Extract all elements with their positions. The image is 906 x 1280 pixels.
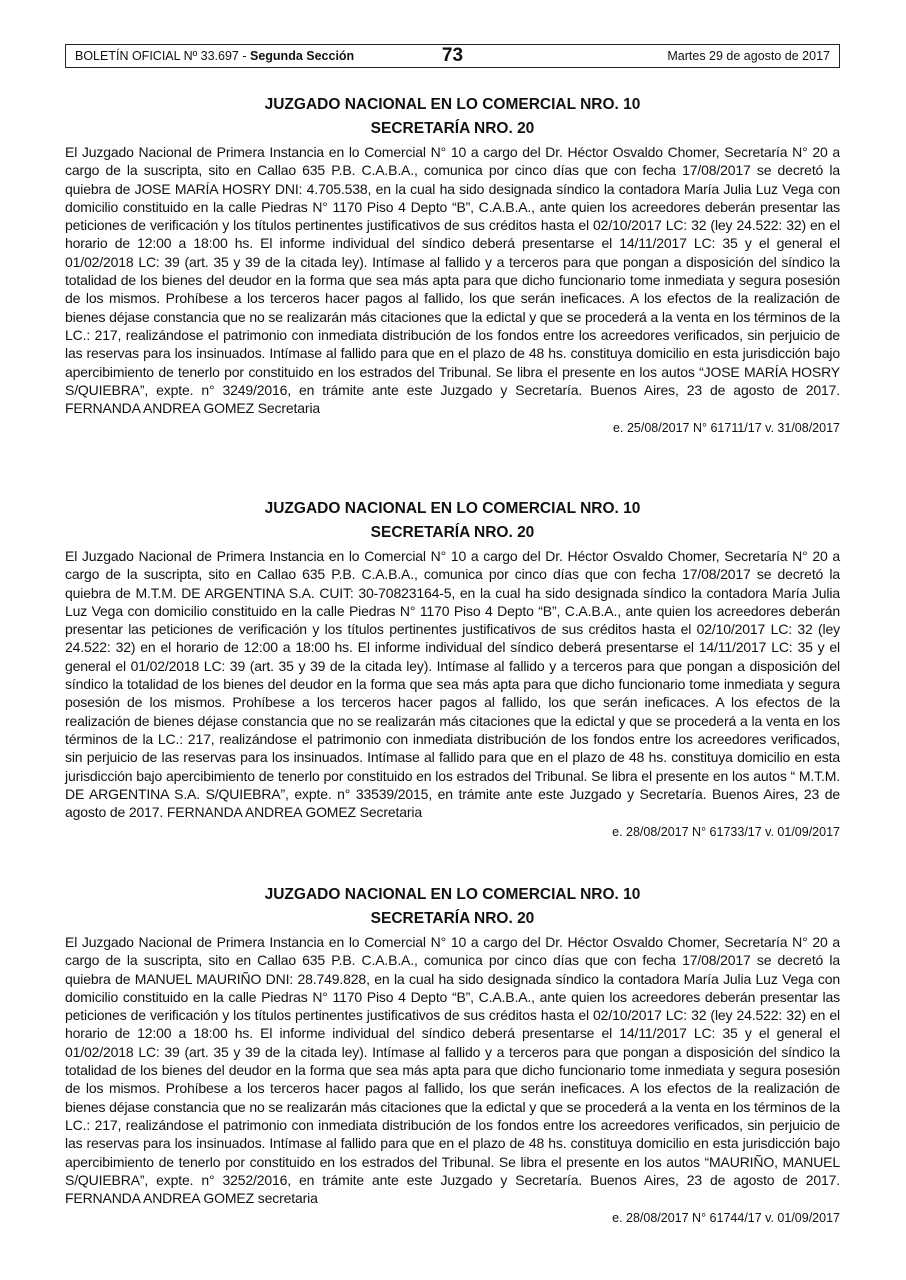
notice-body: El Juzgado Nacional de Primera Instancia en lo Comercial N° 10 a cargo del Dr. Héctor Osvaldo Chomer, Secretaría N° 20 a cargo de la suscripta, sito en Callao 635 P.B. C.A.B.A., comunica por cinco días que con fecha 17/08/2017 se decretó la quiebra de M.T.M. DE ARGENTINA S.A. CUIT: 30-70823164-5, en la cual ha sido designada síndico la contadora María Julia Luz Vega con domicilio constituido en la calle Piedras N° 1170 Piso 4 Depto “B”, C.A.B.A., ante quien los acreedores deberán presentar las peticiones de verificación y los títulos pertinentes justificativos de sus créditos hasta el 02/10/2017 LC: 32 (ley 24.522: 32) en el horario de 12:00 a 18:00 hs. El informe individual del síndico deberá presentarse el 14/11/2017 LC: 35 y el general el 01/02/2018 LC: 39 (art. 35 y 39 de la citada ley). Intímase al fallido y a terceros para que pongan a disposición del síndico la totalidad de los bienes del deudor en la forma que sea más apta para que dicho funcionario tome inmediata y segura posesión de los mismos. Prohíbese a los terceros hacer pagos al fallido, los que serán ineficaces. A los efectos de la realización de bienes déjase constancia que no se realizarán más citaciones que la edictal y que se procederá a la venta en los términos de la LC.: 217, realizándose el patrimonio con inmediata distribución de los fondos entre los acreedores verificados, sin perjuicio de las reservas para los insinuados. Intímase al fallido para que en el plazo de 48 hs. constituya domicilio en esta jurisdicción bajo apercibimiento de tenerlo por constituido en los estrados del Tribunal. Se libra el presente en los autos “ M.T.M. DE ARGENTINA S.A. S/QUIEBRA”, expte. n° 33539/2015, en trámite ante este Juzgado y Secretaría. Buenos Aires, 23 de agosto de 2017. FERNANDA ANDREA GOMEZ Secretaria [65, 548, 840, 821]
section-name: Segunda Sección [250, 49, 355, 63]
publication-date: Martes 29 de agosto de 2017 [667, 49, 830, 63]
notice-3 [65, 885, 840, 1226]
notice-reference: e. 28/08/2017 N° 61744/17 v. 01/09/2017 [612, 1211, 840, 1226]
publication-name: BOLETÍN OFICIAL Nº 33.697 - [75, 49, 250, 63]
court-heading: JUZGADO NACIONAL EN LO COMERCIAL NRO. 10 [264, 886, 641, 903]
notice-reference: e. 28/08/2017 N° 61733/17 v. 01/09/2017 [612, 825, 840, 840]
notice-1 [65, 95, 840, 436]
page-header [65, 44, 840, 68]
notice-2 [65, 499, 840, 840]
page-number: 73 [441, 45, 464, 66]
secretary-heading: SECRETARÍA NRO. 20 [370, 120, 535, 137]
notice-reference: e. 25/08/2017 N° 61711/17 v. 31/08/2017 [613, 421, 840, 436]
secretary-heading: SECRETARÍA NRO. 20 [370, 910, 535, 927]
secretary-heading: SECRETARÍA NRO. 20 [370, 524, 535, 541]
notice-body: El Juzgado Nacional de Primera Instancia en lo Comercial N° 10 a cargo del Dr. Héctor Osvaldo Chomer, Secretaría N° 20 a cargo de la suscripta, sito en Callao 635 P.B. C.A.B.A., comunica por cinco días que con fecha 17/08/2017 se decretó la quiebra de MANUEL MAURIÑO DNI: 28.749.828, en la cual ha sido designada síndico la contadora María Julia Luz Vega con domicilio constituido en la calle Piedras N° 1170 Piso 4 Depto “B”, C.A.B.A., ante quien los acreedores deberán presentar las peticiones de verificación y los títulos pertinentes justificativos de sus créditos hasta el 02/10/2017 LC: 32 (ley 24.522: 32) en el horario de 12:00 a 18:00 hs. El informe individual del síndico deberá presentarse el 14/11/2017 LC: 35 y el general el 01/02/2018 LC: 39 (art. 35 y 39 de la citada ley). Intímase al fallido y a terceros para que pongan a disposición del síndico la totalidad de los bienes del deudor en la forma que sea más apta para que dicho funcionario tome inmediata y segura posesión de los mismos. Prohíbese a los terceros hacer pagos al fallido, los que serán ineficaces. A los efectos de la realización de bienes déjase constancia que no se realizarán más citaciones que la edictal y que se procederá a la venta en los términos de la LC.: 217, realizándose el patrimonio con inmediata distribución de los fondos entre los acreedores verificados, sin perjuicio de las reservas para los insinuados. Intímase al fallido para que en el plazo de 48 hs. constituya domicilio en esta jurisdicción bajo apercibimiento de tenerlo por constituido en los estrados del Tribunal. Se libra el presente en los autos “MAURIÑO, MANUEL S/QUIEBRA”, expte. n° 3252/2016, en trámite ante este Juzgado y Secretaría. Buenos Aires, 23 de agosto de 2017. FERNANDA ANDREA GOMEZ secretaria [65, 934, 840, 1207]
court-heading: JUZGADO NACIONAL EN LO COMERCIAL NRO. 10 [264, 500, 641, 517]
notice-body: El Juzgado Nacional de Primera Instancia en lo Comercial N° 10 a cargo del Dr. Héctor Osvaldo Chomer, Secretaría N° 20 a cargo de la suscripta, sito en Callao 635 P.B. C.A.B.A., comunica por cinco días que con fecha 17/08/2017 se decretó la quiebra de JOSE MARÍA HOSRY DNI: 4.705.538, en la cual ha sido designada síndico la contadora María Julia Luz Vega con domicilio constituido en la calle Piedras N° 1170 Piso 4 Depto “B”, C.A.B.A., ante quien los acreedores deberán presentar las peticiones de verificación y los títulos pertinentes justificativos de sus créditos hasta el 02/10/2017 LC: 32 (ley 24.522: 32) en el horario de 12:00 a 18:00 hs. El informe individual del síndico deberá presentarse el 14/11/2017 LC: 35 y el general el 01/02/2018 LC: 39 (art. 35 y 39 de la citada ley). Intímase al fallido y a terceros para que pongan a disposición del síndico la totalidad de los bienes del deudor en la forma que sea más apta para que dicho funcionario tome inmediata y segura posesión de los mismos. Prohíbese a los terceros hacer pagos al fallido, los que serán ineficaces. A los efectos de la realización de bienes déjase constancia que no se realizarán más citaciones que la edictal y que se procederá a la venta en los términos de la LC.: 217, realizándose el patrimonio con inmediata distribución de los fondos entre los acreedores verificados, sin perjuicio de las reservas para los insinuados. Intímase al fallido para que en el plazo de 48 hs. constituya domicilio en esta jurisdicción bajo apercibimiento de tenerlo por constituido en los estrados del Tribunal. Se libra el presente en los autos “JOSE MARÍA HOSRY S/QUIEBRA”, expte. n° 3249/2016, en trámite ante este Juzgado y Secretaría. Buenos Aires, 23 de agosto de 2017. FERNANDA ANDREA GOMEZ Secretaria [65, 144, 840, 417]
court-heading: JUZGADO NACIONAL EN LO COMERCIAL NRO. 10 [264, 96, 641, 113]
